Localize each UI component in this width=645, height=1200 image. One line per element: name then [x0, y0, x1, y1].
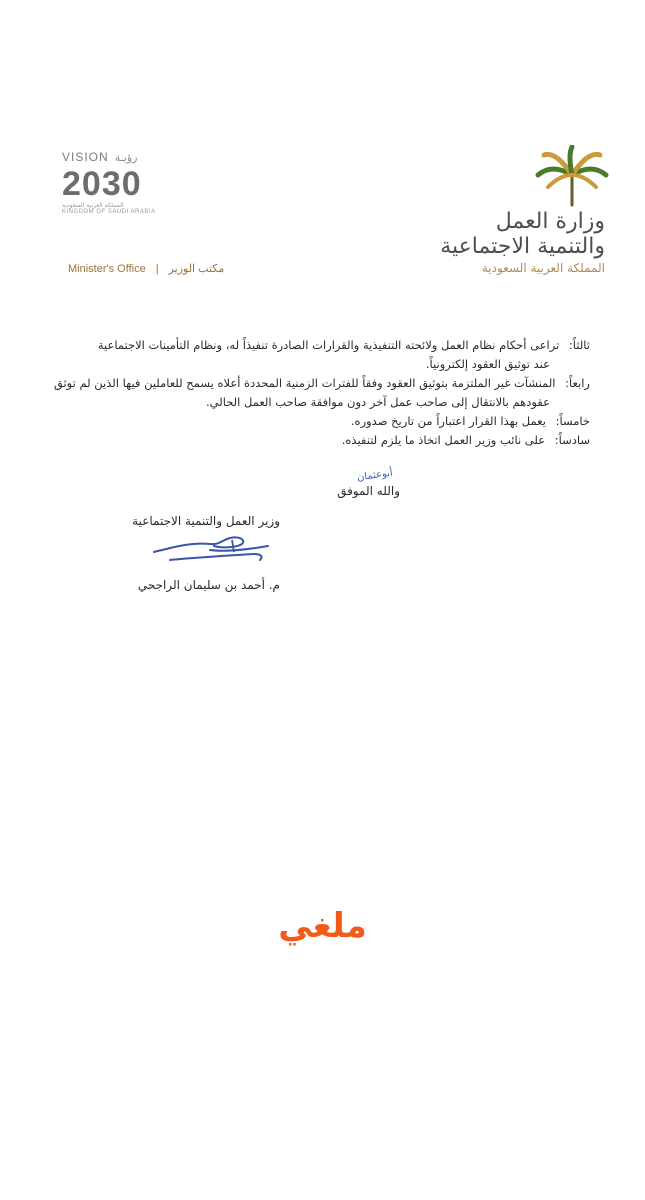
ministry-line3: المملكة العربية السعودية [481, 261, 605, 275]
clause-fourth [50, 374, 590, 393]
vision-year: 2030 [62, 165, 142, 203]
ministry-palm-logo-icon [532, 145, 612, 207]
ministry-name [365, 210, 605, 276]
vision-country-ar: المملكة العربية السعودية [62, 202, 124, 209]
clause-line: المنشآت غير الملتزمة بتوثيق العقود وفقاً للفترات الزمنية المحددة أعلاه يسمح للعاملين فيها الذين لم توثق [53, 376, 556, 390]
vision-country-en: KINGDOM OF SAUDI ARABIA [62, 209, 156, 215]
ministers-office-line [68, 262, 248, 275]
signature-icon [150, 530, 275, 570]
signatory-title: وزير العمل والتنمية الاجتماعية [132, 514, 280, 528]
clause-line: عقودهم بالانتقال إلى صاحب عمل آخر دون موافقة صاحب العمل الحالي. [206, 395, 550, 409]
decision-clauses [50, 336, 590, 450]
ministry-line1: وزارة العمل [495, 209, 605, 234]
clause-fifth [50, 412, 590, 431]
vision-2030-logo [62, 150, 172, 220]
signatory-name: م. أحمد بن سليمان الراجحي [137, 578, 280, 592]
cancelled-stamp: ملغي [278, 906, 367, 946]
clause-label: رابعاً: [565, 376, 590, 390]
office-separator: | [155, 262, 159, 275]
clause-line: تراعى أحكام نظام العمل ولائحته التنفيذية والقرارات الصادرة تنفيذاً له، ونظام التأمينات الاجتماعية [97, 338, 560, 352]
clause-third-cont [50, 355, 590, 374]
closing-phrase: والله الموفق [337, 484, 400, 498]
clause-sixth [50, 431, 590, 450]
clause-fourth-cont [50, 393, 590, 412]
office-ar: مكتب الوزير [168, 263, 225, 275]
handwritten-initials: أبوعثمان [356, 467, 394, 484]
vision-word: VISION [62, 150, 109, 164]
clause-label: سادساً: [554, 433, 590, 447]
vision-arabic: رؤيـة [114, 150, 138, 164]
clause-line: على نائب وزير العمل اتخاذ ما يلزم لتنفيذه. [341, 433, 546, 447]
clause-line: عند توثيق العقود إلكترونياً. [425, 357, 550, 371]
clause-third [50, 336, 590, 355]
ministry-line2: والتنمية الاجتماعية [440, 234, 605, 259]
clause-line: يعمل بهذا القرار اعتباراً من تاريخ صدوره. [350, 414, 546, 428]
clause-label: خامساً: [555, 414, 590, 428]
office-en: Minister's Office [68, 262, 146, 275]
clause-label: ثالثاً: [568, 338, 590, 352]
